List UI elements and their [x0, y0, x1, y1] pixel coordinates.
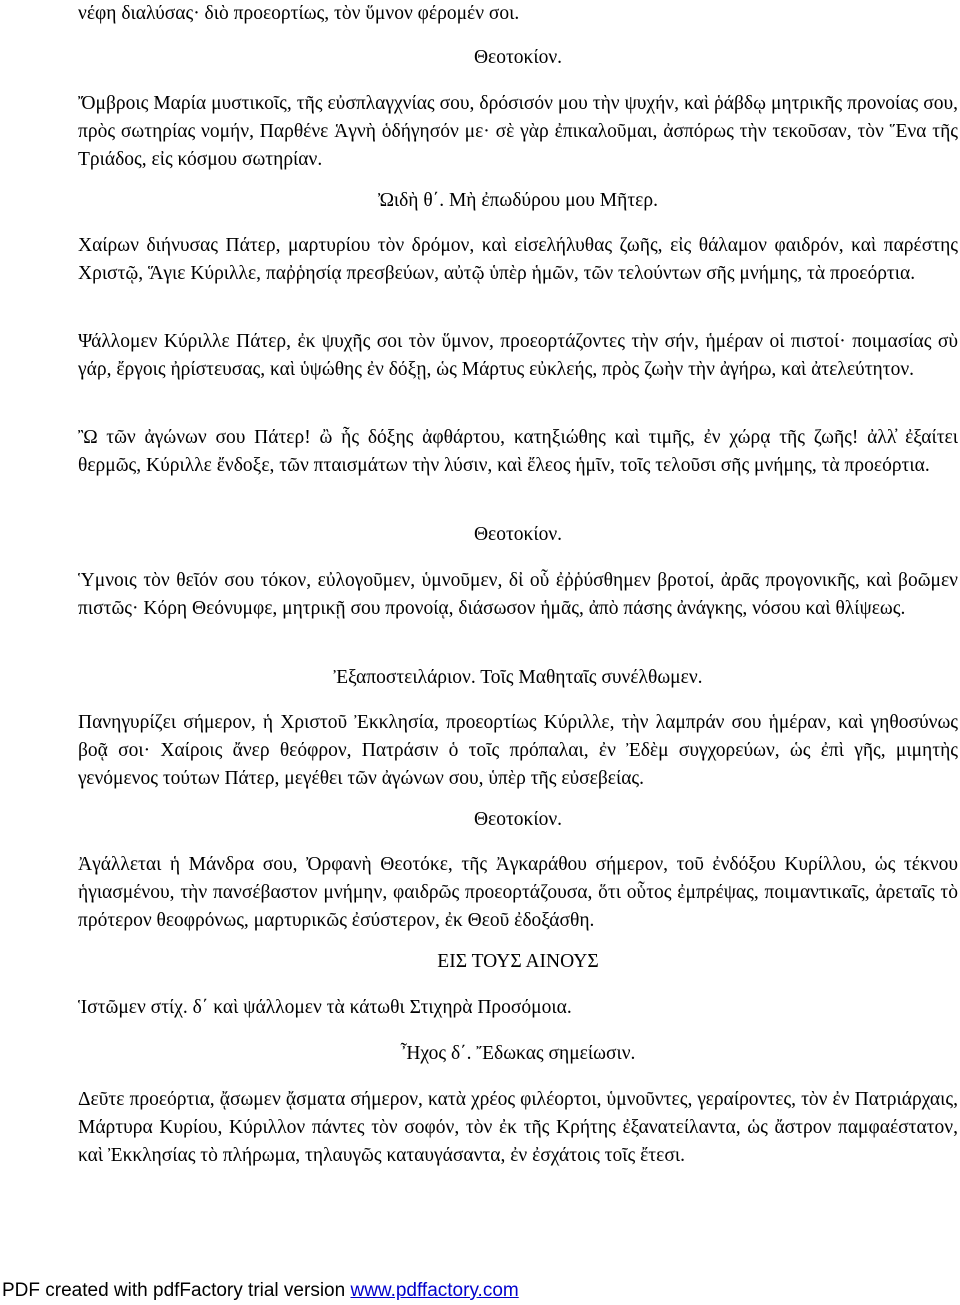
paragraph-sticheron: Δεῦτε προεόρτια, ᾄσωμεν ᾄσματα σήμερον, κατὰ χρέος φιλέορτοι, ὑμνοῦντες, γεραίροντες, τὸν ἐν Πατριάρχαις, Μάρτυρα Κυρίου, Κύριλλον πάντες τὸν σοφόν, τὸν ἐκ τῆς Κρήτης ἐξανατείλαντα, ὡς ἄστρον παμφαέστατον, καὶ Ἐκκλησίας τὸ πλήρωμα, τηλαυγῶς καταυγάσαντα, ἐν ἐσχάτοις τοῖς ἔτεσι.	[78, 1089, 958, 1166]
footer-text: PDF created with pdfFactory trial version	[2, 1280, 351, 1301]
rubric-line: Ἱστῶμεν στίχ. δ΄ καὶ ψάλλομεν τὰ κάτωθι Στιχηρὰ Προσόμοια.	[78, 997, 572, 1018]
paragraph-continuation: νέφη διαλύσας· διὸ προεορτίως, τὸν ὕμνον φέρομέν σοι.	[78, 3, 520, 24]
heading-theotokion: Θεοτοκίον.	[473, 524, 563, 545]
paragraph-troparion: Χαίρων διήνυσας Πάτερ, μαρτυρίου τὸν δρόμον, καὶ εἰσελήλυθας ζωῆς, εἰς θάλαμον φαιδρόν, καὶ παρέστης Χριστῷ, Ἅγιε Κύριλλε, παῤῥησίᾳ πρεσβεύων, αὐτῷ ὑπὲρ ἡμῶν, τῶν τελούντων σῆς μνήμης, τὰ προεόρτια.	[78, 235, 958, 284]
footer-link[interactable]: www.pdffactory.com	[350, 1280, 519, 1301]
paragraph-troparion: Ὢ τῶν ἀγώνων σου Πάτερ! ὢ ἧς δόξης ἀφθάρτου, κατηξιώθης καὶ τιμῆς, ἐν χώρᾳ τῆς ζωῆς! ἀλλ̓ ἐξαίτει θερμῶς, Κύριλλε ἔνδοξε, τῶν πταισμάτων τὴν λύσιν, καὶ ἔλεος ἡμῖν, τοῖς τελοῦσι σῆς μνήμης, τὰ προεόρτια.	[78, 427, 958, 476]
heading-exapostilarion: Ἐξαποστειλάριον. Τοῖς Μαθηταῖς συνέλθωμεν.	[333, 667, 703, 688]
paragraph-theotokion: Ἀγάλλεται ἡ Μάνδρα σου, Ὀρφανὴ Θεοτόκε, τῆς Ἀγκαράθου σήμερον, τοῦ ἐνδόξου Κυρίλλου, ὡς τέκνου ἡγιασμένου, τὴν πανσέβαστον μνήμην, φαιδρῶς προεορτάζουσα, ὅτι οὗτος ἐμπρέψας, ποιμαντικαῖς, ἀρεταῖς τὸ πρότερον θεοφρόνως, μαρτυρικῶς ἐσύστερον, ἐκ Θεοῦ ἐδοξάσθη.	[78, 854, 958, 931]
heading-theotokion: Θεοτοκίον.	[473, 47, 563, 68]
heading-praises: ΕΙΣ ΤΟΥΣ ΑΙΝΟΥΣ	[437, 951, 599, 972]
heading-tone: Ἦχος δ΄. Ἔδωκας σημείωσιν.	[400, 1043, 636, 1064]
heading-theotokion: Θεοτοκίον.	[473, 809, 563, 830]
paragraph-troparion: Ὄμβροις Μαρία μυστικοῖς, τῆς εὐσπλαγχνίας σου, δρόσισόν μου τὴν ψυχήν, καὶ ῥάβδῳ μητρικῆς προνοίας σου, πρὸς σωτηρίας νομήν, Παρθένε Ἁγνὴ ὁδήγησόν με· σὲ γὰρ ἐπικαλοῦμαι, ἀσπόρως τὴν τεκοῦσαν, τὸν Ἕνα τῆς Τριάδος, εἰς κόσμου σωτηρίαν.	[78, 93, 958, 170]
paragraph-troparion: Ψάλλομεν Κύριλλε Πάτερ, ἐκ ψυχῆς σοι τὸν ὕμνον, προεορτάζοντες τὴν σήν, ἡμέραν οἱ πιστοί· ποιμασίας σὺ γάρ, ἔργοις ἠρίστευσας, καὶ ὑψώθης ἐν δόξῃ, ὡς Μάρτυς εὐκλεής, πρὸς ζωὴν τὴν ἀγήρω, καὶ ἀτελεύτητον.	[78, 331, 958, 380]
pdf-footer	[0, 1277, 960, 1305]
heading-ode-9: Ὠιδὴ θ΄. Μὴ ἐπωδύρου μου Μῆτερ.	[378, 190, 658, 211]
paragraph-troparion: Ὑμνοις τὸν θεῖόν σου τόκον, εὐλογοῦμεν, ὑμνοῦμεν, δἰ οὗ ἐῤῥύσθημεν βροτοί, ἀρᾶς προγονικῆς, καὶ βοῶμεν πιστῶς· Κόρη Θεόνυμφε, μητρικῇ σου προνοίᾳ, διάσωσον ἡμᾶς, ἀπὸ πάσης ἀνάγκης, νόσου καὶ θλίψεως.	[78, 570, 958, 619]
paragraph-exapostilarion: Πανηγυρίζει σήμερον, ἡ Χριστοῦ Ἐκκλησία, προεορτίως Κύριλλε, τὴν λαμπράν σου ἡμέραν, καὶ γηθοσύνως βοᾷ σοι· Χαίροις ἄνερ θεόφρον, Πατράσιν ὁ τοῖς πρόπαλαι, ἐν Ἐδὲμ συγχορεύων, ὡς ἐπὶ γῆς, μιμητὴς γενόμενος τούτων Πάτερ, μεγέθει τῶν ἀγώνων σου, ὑπὲρ τῆς εὐσεβείας.	[78, 712, 958, 789]
